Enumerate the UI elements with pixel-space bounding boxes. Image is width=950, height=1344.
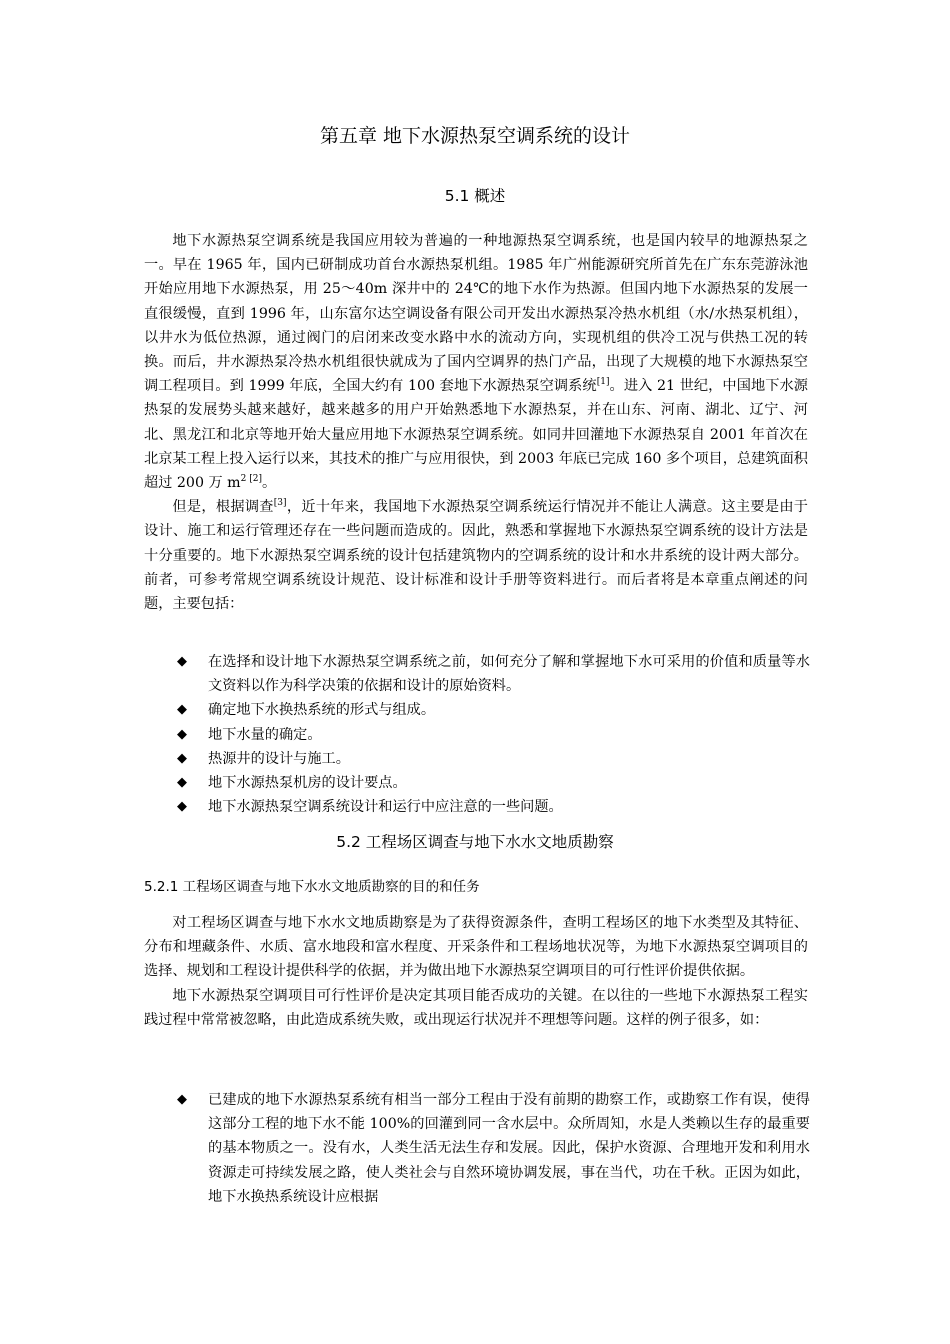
list-item: ◆ 热源井的设计与施工。 (176, 747, 810, 771)
list-item: ◆ 地下水源热泵空调系统设计和运行中应注意的一些问题。 (176, 795, 810, 819)
list-item: ◆ 确定地下水换热系统的形式与组成。 (176, 698, 810, 722)
subsection-title-5-2-1: 5.2.1 工程场区调查与地下水水文地质勘察的目的和任务 (144, 879, 480, 895)
diamond-bullet-icon: ◆ (177, 654, 187, 669)
list-item: ◆ 在选择和设计地下水源热泵空调系统之前，如何充分了解和掌握地下水可采用的价值和质量等水文资料以作为科学决策的依据和设计的原始资料。 (176, 650, 810, 698)
list-item: ◆ 地下水源热泵机房的设计要点。 (176, 771, 810, 795)
design-topics-list (176, 650, 810, 819)
diamond-bullet-icon: ◆ (177, 1092, 187, 1107)
citation-3: [3] (273, 498, 287, 509)
survey-paragraph-2: 地下水源热泵空调项目可行性评价是决定其项目能否成功的关键。在以往的一些地下水源热泵工程实践过程中常常被忽略，由此造成系统失败，或出现运行状况并不理想等问题。这样的例子很多，如： (144, 987, 808, 1028)
list-item: ◆ 已建成的地下水源热泵系统有相当一部分工程由于没有前期的勘察工作，或勘察工作有误，使得这部分工程的地下水不能 100%的回灌到同一含水层中。众所周知，水是人类赖以生存的最重要的基本物质之一。没有水，人类生活无法生存和发展。因此，保护水资源、合理地开发和利用水资源走可持续发展之路，使人类社会与自然环境协调发展，事在当代，功在千秋。正因为如此，地下水换热系统设计应根据 (176, 1088, 810, 1209)
section-title-5-1: 5.1 概述 (444, 187, 506, 205)
diamond-bullet-icon: ◆ (177, 726, 187, 742)
survey-paragraph-1: 对工程场区调查与地下水水文地质勘察是为了获得资源条件，查明工程场区的地下水类型及其特征、分布和埋藏条件、水质、富水地段和富水程度、开采条件和工程场地状况等，为地下水源热泵空调项目的选择、规划和工程设计提供科学的依据，并为做出地下水源热泵空调项目的可行性评价提供依据。 (144, 915, 808, 980)
citation-2: [2] (246, 474, 262, 485)
survey-paragraphs (144, 911, 808, 1032)
section-title-5-2: 5.2 工程场区调查与地下水水文地质勘察 (336, 833, 614, 851)
diamond-bullet-icon: ◆ (177, 799, 187, 815)
intro-paragraphs (144, 229, 808, 616)
intro-paragraph-2: 但是，根据调查[3]，近十年来，我国地下水源热泵空调系统运行情况并不能让人满意。这主要是由于设计、施工和运行管理还存在一些问题而造成的。因此，熟悉和掌握地下水源热泵空调系统的设计方法是十分重要的。地下水源热泵空调系统的设计包括建筑物内的空调系统的设计和水井系统的设计两大部分。前者，可参考常规空调系统设计规范、设计标准和设计手册等资料进行。而后者将是本章重点阐述的问题，主要包括： (144, 498, 808, 613)
intro-paragraph-1: 地下水源热泵空调系统是我国应用较为普遍的一种地源热泵空调系统，也是国内较早的地源热泵之一。早在 1965 年，国内已研制成功首台水源热泵机组。1985 年广州能源研究所首先在广东东莞游泳池开始应用地下水源热泵，用 25～40m 深井中的 24℃的地下水作为热源。但国内地下水源热泵的发展一直很缓慢，直到 1996 年，山东富尔达空调设备有限公司开发出水源热泵冷热水机组（水/水热泵机组），以井水为低位热源，通过阀门的启闭来改变水路中水的流动方向，实现机组的供冷工况与供热工况的转换。而后，井水源热泵冷热水机组很快就成为了国内空调界的热门产品，出现了大规模的地下水源热泵空调工程项目。到 1999 年底，全国大约有 100 套地下水源热泵空调系统[1]。进入 21 世纪，中国地下水源热泵的发展势头越来越好，越来越多的用户开始熟悉地下水源热泵，并在山东、河南、湖北、辽宁、河北、黑龙江和北京等地开始大量应用地下水源热泵空调系统。如同井回灌地下水源热泵自 2001 年首次在北京某工程上投入运行以来，其技术的推广与应用很快，到 2003 年底已完成 160 多个项目，总建筑面积超过 200 万 $m^2$ [2]。 (144, 233, 808, 492)
diamond-bullet-icon: ◆ (177, 775, 187, 791)
diamond-bullet-icon: ◆ (177, 702, 187, 718)
list-item: ◆ 地下水量的确定。 (176, 723, 810, 747)
examples-list (176, 1088, 810, 1209)
citation-1: [1] (596, 377, 610, 388)
area-superscript: 2 (240, 474, 247, 485)
diamond-bullet-icon: ◆ (177, 750, 187, 766)
chapter-title: 第五章 地下水源热泵空调系统的设计 (319, 125, 631, 147)
